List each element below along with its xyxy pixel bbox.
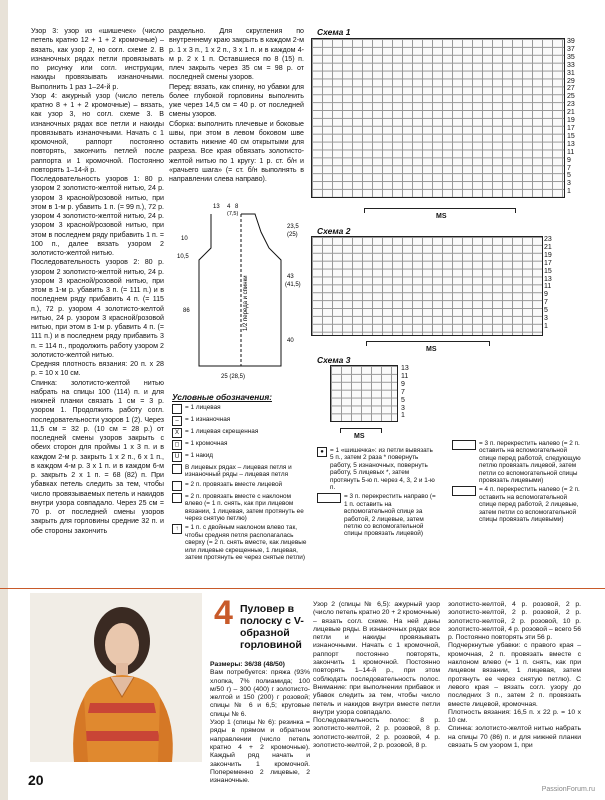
- decreases: Подчеркнутые убавки: с правого края – кромочная, 2 п. провязать вместе с наклоном влево (= 1 п. снять, как при лицевом вязании, 1 лицевая, затем протянуть ее через снятую петлю). С левого края – вязать согл. узору до последних 3 п., затем 2 п. провязать вместе лицевой, кромочная.: [448, 642, 581, 708]
- scheme-2-title: Схема 2: [317, 226, 351, 236]
- scheme-2-grid: [311, 236, 543, 336]
- page-edge: [0, 0, 8, 800]
- back: Спинка: золотисто-желтой нитью набрать на спицы 70 (86) п. и для нижней планки связать 5 см узором 1, при: [448, 725, 581, 750]
- pattern-label: 8: [235, 204, 239, 210]
- legend-item: X = 1 лицевая скрещенная: [172, 428, 310, 438]
- stitch-symbol: [172, 493, 182, 503]
- legend-item: = 3 п. перекрестить направо (= 1 п. оставить на вспомогательной спице за работой, 2 лицевые, затем петлю со вспомогательной спицы провязать лицевой): [317, 493, 437, 537]
- pattern-label: 43: [287, 274, 294, 280]
- paragraph-assembly: Сборка: выполнить плечевые и боковые швы, при этом в левом боковом шве оставить нижние 40 см открытыми для разреза. Все края обвязать золотисто-желтой нитью по 1 кругу: 1 р. ст. б/н и «рачьего шага» (= ст. б/н выполнять в направлении слева направо).: [169, 119, 304, 183]
- photo-illustration: [30, 593, 202, 762]
- scheme-3-ms: MS: [354, 433, 365, 440]
- stripe-sequence: Последовательность полос: 8 р. золотисто-желтой, 2 р. розовой, 8 р. золотисто-желтой, 2 р. розовой, 4 р. золотисто-желтой, 2 р. розовой, 8 р.: [313, 717, 440, 750]
- legend-item: = 2 п. провязать вместе лицевой: [172, 481, 310, 491]
- pattern-label: 4: [227, 204, 231, 210]
- pattern1: Узор 1 (спицы № 6): резинка = ряды в прямом и обратном направлении (число петель кратно 4 + 2 кромочные). Каждый ряд начать и закончить 1 кромочной. Попеременно 2 лицевые, 2 изнаночные.: [210, 719, 310, 785]
- stitch-symbol: [172, 404, 182, 414]
- article-column-3: [448, 601, 581, 750]
- sizes: Размеры: 36/38 (48/50): [210, 661, 285, 668]
- stitch-symbol: ↑: [172, 524, 182, 534]
- legend-item: ◻ = 1 кромочная: [172, 440, 310, 450]
- stitch-symbol: U: [172, 452, 182, 462]
- legend-list-mid: [317, 447, 437, 540]
- pattern-diagram: [169, 196, 309, 384]
- stitch-symbol: [172, 481, 182, 491]
- model-photo: [30, 593, 202, 762]
- pattern-label: 40: [287, 338, 294, 344]
- pattern-label: 10,5: [177, 254, 189, 260]
- scheme-2-ms: MS: [426, 346, 437, 353]
- legend-item: – = 1 изнаночная: [172, 416, 310, 426]
- scheme-3-grid: [330, 365, 398, 422]
- stripe-sequence-cont: золотисто-желтой, 4 р. розовой, 2 р. золотисто-желтой, 2 р. розовой, 2 р. золотисто-желтой, 2 р. розовой, 10 р. золотисто-желтой, 4 р. розовой – всего 56 р. Постоянно повторять эти 56 р.: [448, 601, 581, 642]
- pattern-label: 10: [181, 236, 188, 242]
- legend-item: = 4 п. перекрестить налево (= 2 п. оставить на вспомогательной спице перед работой, 2 лицевые, затем петли со вспомогательной спицы провязать лицевыми): [452, 486, 584, 523]
- article-number: 4: [214, 594, 233, 632]
- pattern-label: 13: [213, 204, 220, 210]
- article-column-2: [313, 601, 440, 750]
- page-number: 20: [28, 772, 44, 788]
- pattern-label: 25 (28,5): [221, 374, 246, 380]
- scheme-3-row-numbers: 13 11 9 7 5 3 1: [401, 365, 409, 420]
- pattern-label: 86: [183, 308, 190, 314]
- stitch-symbol: ◻: [172, 440, 182, 450]
- scheme-1-title: Схема 1: [317, 27, 351, 37]
- legend-item: = 2 п. провязать вместе с наклоном влево (= 1 п. снять, как при лицевом вязании, 1 лицевая, затем протянуть ее через снятую петлю): [172, 493, 310, 523]
- paragraph-sequence2: Последовательность узоров 2: 80 р. узором 2 золотисто-желтой нитью, 24 р. узором 3 красной/розовой нитью, при этом в 1-м р. убавить 3 п. (= 111 п.) и в последнем ряду прибавить 4 п. (= 115 п.), 72 р. узором 4 золотисто-желтой нитью, 24 р. узором 3 красной/розовой нитью, при этом в 1-м р. убавить 4 п. (= 111 п.) и в последнем ряду прибавить 3 п. = 114 п., продолжить работу узором 2 золотисто-желтой нитью.: [31, 258, 164, 359]
- paragraph-sequence1: Последовательность узоров 1: 80 р. узором 2 золотисто-желтой нитью, 24 р. узором 3 красной/розовой нитью, при этом в 1-м р. убавить 1 п. (= 99 п.), 72 р. узором 4 золотисто-желтой нитью, 24 р. узором 3 красной/розовой нитью, при этом в последнем ряду прибавить 1 п. = 100 п., далее вязать узором 2 золотисто-желтой нитью.: [31, 175, 164, 257]
- paragraph-back: Спинка: золотисто-желтой нитью набрать на спицы 100 (114) п. и для нижней планки связать 1 см = 3 р. узором 1. Продолжить работу согл. последовательности узоров 1 (2). Через 11,5 см = 32 р. (10 см = 28 р.) от последней смены узоров закрыть с обеих сторон для проймы 1 x 3 п. и в каждом 2-м р. закрыть 1 x 2 п., 6 x 1 п., в каждом 4-м р. 3 x 1 п. и в каждом 6-м р. закрыть 2 x 1 п. = 68 (82) п. При убавках петель следить за тем, чтобы число провязываемых петель и накидов внутри узора совпадало. Через 25 см = 70 р. от последней смены узоров закрыть для горловины средние 32 п. и обе стороны закончить: [31, 378, 164, 535]
- paragraph-back-cont: раздельно. Для скругления по внутреннему краю закрыть в каждом 2-м р. 1 x 3 п., 1 x 2 п., 3 x 1 п. и в каждом 4-м р. 2 x 1 п. Оставшиеся по 8 (15) п. плеч закрыть через 35 см = 98 р. от последней смены узоров.: [169, 27, 304, 82]
- paragraph-density: Средняя плотность вязания: 20 п. x 28 р. = 10 x 10 см.: [31, 360, 164, 378]
- pattern-side-text: 1/2 переда и спинки: [243, 275, 249, 331]
- pattern2: Узор 2 (спицы № 6,5): ажурный узор (число петель кратно 20 + 2 кромочные) – вязать согл. схеме. На ней даны лицевые ряды. В изнаночных рядах все петли и накиды провязывать изнаночными. Начать с 1 кромочной, раппорт постоянно повторять, закончить 1 кромочной. Постоянно повторять 1–14-й р., при этом соблюдать последовательность полос. Внимание: при выполнении прибавок и убавок следить за тем, чтобы число петель и накидов внутри вместе петли внутри узора совпадало.: [313, 601, 440, 716]
- scheme-1-grid: [311, 38, 565, 198]
- legend-item: ↑ = 1 п. с двойным наклоном влево так, чтобы средняя петля располагалась сверху (= 2 п. снять вместе, как лицевые или лицевые скрещенные, 1 лицевая, затем протянуть ее через снятые петли): [172, 524, 310, 561]
- scheme-3-title: Схема 3: [317, 355, 351, 365]
- cable-right-symbol: [317, 493, 341, 503]
- text-column-1: [31, 27, 164, 536]
- legend-list: [172, 404, 310, 563]
- gauge: Плотность вязания: 16,5 п. x 22 р. = 10 x 10 см.: [448, 708, 581, 725]
- pattern-label: (41,5): [285, 282, 301, 288]
- materials: Вам потребуется: пряжа (93% хлопка, 7% полиамида; 100 м/50 г) – 300 (400) г золотисто-желтой и 150 (200) г розовой; спицы № 6 и 6,5; круговые спицы № 6.: [210, 669, 310, 718]
- article-column-1: [210, 661, 310, 785]
- section-divider: [0, 588, 605, 589]
- scheme-1-ms: MS: [436, 213, 447, 220]
- paragraph-front: Перед: вязать, как спинку, но убавки для более глубокой горловины выполнить уже через 14,5 см = 40 р. от последней смены узоров.: [169, 82, 304, 119]
- pattern-label: 23,5: [287, 224, 299, 230]
- legend-item: = 3 п. перекрестить налево (= 2 п. оставить на вспомогательной спице перед работой, следующую петлю провязать лицевой, затем петли со вспомогательной спицы провязать лицевыми): [452, 440, 584, 484]
- legend-item: U = 1 накид: [172, 452, 310, 462]
- stitch-symbol: [172, 464, 182, 474]
- scheme-2-row-numbers: 23 21 19 17 15 13 11 9 7 5 3 1: [544, 236, 552, 330]
- legend-list-right: [452, 440, 584, 525]
- pattern-outline: [199, 214, 281, 366]
- cable-left-4-symbol: [452, 486, 476, 496]
- pattern-label: (25): [287, 232, 298, 238]
- stitch-symbol: –: [172, 416, 182, 426]
- text-column-2: [169, 27, 304, 184]
- cable-left-symbol: [452, 440, 476, 450]
- pattern-label: (7,5): [227, 211, 239, 217]
- legend-item: = 1 лицевая: [172, 404, 310, 414]
- paragraph-pattern4: Узор 4: ажурный узор (число петель кратно 8 + 1 + 2 кромочные) – вязать, как узор 3, но согл. схеме 3. В изнаночных рядах все петли и накиды провязывать изнаночными. Начать с 1 кромочной, раппорт постоянно повторять, закончить петлей после раппорта и 1 кромочной. Постоянно повторять 1–14-й р.: [31, 91, 164, 174]
- bobble-symbol: ●: [317, 447, 327, 457]
- article-title: Пуловер в полоску с V-образной горловиной: [240, 603, 304, 651]
- legend-title: Условные обозначения:: [172, 392, 272, 402]
- stitch-symbol: X: [172, 428, 182, 438]
- legend-item: ● = 1 «шишечка»: из петли вывязать 5 п., затем 2 раза * повернуть работу, 5 изнаночных, повернуть работу, 5 лицевых *, затем протянуть 5-ю п. через 4, 3, 2 и 1-ю п.: [317, 447, 437, 491]
- scheme-1-row-numbers: 39 37 35 33 31 29 27 25 23 21 19 17 15 13 11 9 7 5 3 1: [567, 38, 575, 196]
- legend-item: В лицевых рядах – лицевая петля и изнаночный ряды – лицевая петля: [172, 464, 310, 479]
- site-watermark: PassionForum.ru: [541, 786, 595, 793]
- paragraph-pattern3: Узор 3: узор из «шишечек» (число петель кратно 12 + 1 + 2 кромочные) – вязать, как узор 2, но согл. схеме 2. В изнаночных рядах петли провязывать по рисунку или согл. инструкции, накиды провязывать изнаночными. Выполнить 1 раз 1–24-й р.: [31, 27, 164, 91]
